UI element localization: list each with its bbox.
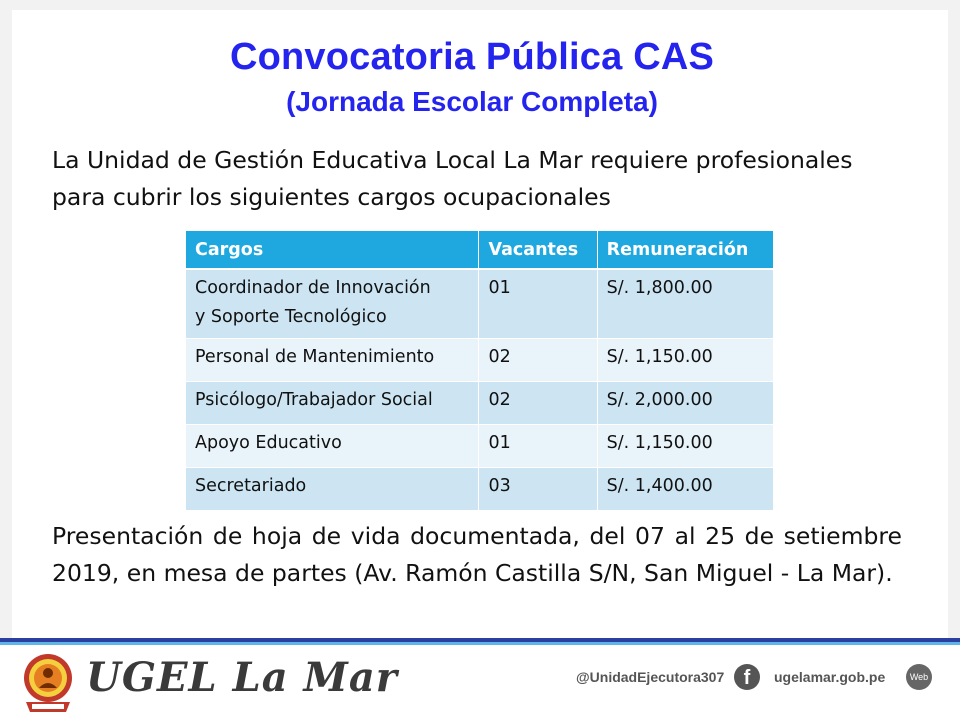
cell-cargo xyxy=(186,269,479,339)
brand-name: UGEL La Mar xyxy=(86,654,398,701)
cell-remuneracion: S/. 1,800.00 xyxy=(597,269,773,339)
table-row xyxy=(186,269,774,339)
intro-line-2: para cubrir los siguientes cargos ocupacionales xyxy=(52,183,611,211)
table-row xyxy=(186,468,774,511)
intro-paragraph xyxy=(52,142,912,216)
table-row xyxy=(186,382,774,425)
website-link[interactable]: ugelamar.gob.pe xyxy=(774,669,886,685)
cell-cargo: Personal de Mantenimiento xyxy=(186,339,479,382)
cell-vacantes: 02 xyxy=(479,382,597,425)
table-row xyxy=(186,339,774,382)
cell-cargo: Apoyo Educativo xyxy=(186,425,479,468)
footer-band xyxy=(0,638,960,720)
facebook-handle[interactable]: @UnidadEjecutora307 xyxy=(576,669,725,685)
cell-vacantes: 02 xyxy=(479,339,597,382)
cell-remuneracion: S/. 1,150.00 xyxy=(597,339,773,382)
ugel-emblem-icon xyxy=(22,648,74,716)
presentation-paragraph: Presentación de hoja de vida documentada, del 07 al 25 de setiembre 2019, en mesa de partes (Av. Ramón Castilla S/N, San Miguel - La Mar). xyxy=(52,522,902,587)
cell-remuneracion: S/. 2,000.00 xyxy=(597,382,773,425)
positions-table xyxy=(186,231,774,511)
cell-remuneracion: S/. 1,150.00 xyxy=(597,425,773,468)
cell-vacantes: 03 xyxy=(479,468,597,511)
header-cargos: Cargos xyxy=(186,231,479,269)
facebook-icon[interactable]: f xyxy=(734,664,760,690)
web-icon[interactable]: Web xyxy=(906,664,932,690)
cell-remuneracion: S/. 1,400.00 xyxy=(597,468,773,511)
cell-cargo: Secretariado xyxy=(186,468,479,511)
table-header-row xyxy=(186,231,774,269)
cargo-line-2: y Soporte Tecnológico xyxy=(195,307,387,327)
cell-cargo: Psicólogo/Trabajador Social xyxy=(186,382,479,425)
footer-divider-light xyxy=(0,642,960,645)
table-row xyxy=(186,425,774,468)
cargo-line-1: Coordinador de Innovación xyxy=(195,278,431,298)
header-remuneracion: Remuneración xyxy=(597,231,773,269)
intro-line-1: La Unidad de Gestión Educativa Local La Mar requiere profesionales xyxy=(52,146,853,174)
cell-vacantes: 01 xyxy=(479,269,597,339)
cell-vacantes: 01 xyxy=(479,425,597,468)
page-subtitle: (Jornada Escolar Completa) xyxy=(286,86,658,117)
page-title: Convocatoria Pública CAS xyxy=(229,36,715,78)
header-vacantes: Vacantes xyxy=(479,231,597,269)
